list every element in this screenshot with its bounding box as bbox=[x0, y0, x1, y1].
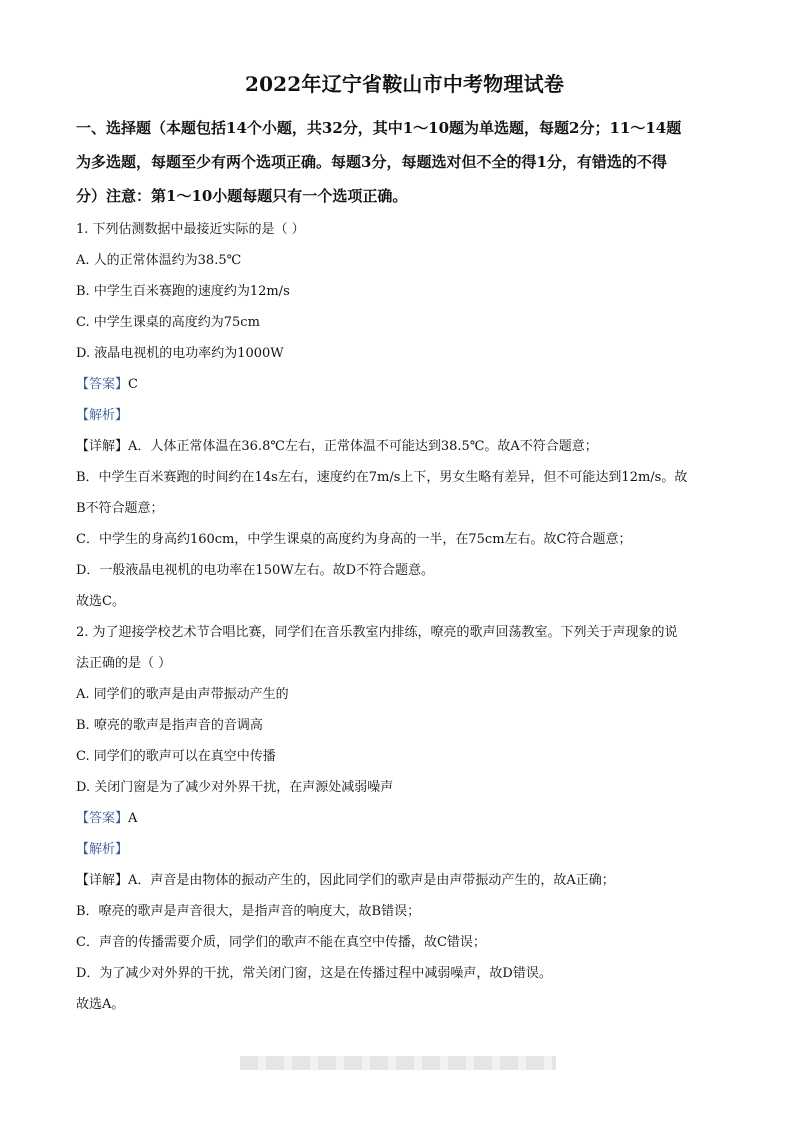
answer-line bbox=[76, 369, 733, 400]
option-c: C. 同学们的歌声可以在真空中传播 bbox=[76, 749, 276, 764]
detail-line: B．中学生百米赛跑的时间约在14s左右，速度约在7m/s上下，男女生略有差异，但不可能达到12m/s。故 bbox=[76, 470, 688, 485]
detail-line: D．为了减少对外界的干扰，常关闭门窗，这是在传播过程中减弱噪声，故D错误。 bbox=[76, 966, 552, 981]
option-d: D. 液晶电视机的电功率约为1000W bbox=[76, 346, 284, 361]
detail-line: C．中学生的身高约160cm，中学生课桌的高度约为身高的一半，在75cm左右。故C符合题意； bbox=[76, 532, 632, 547]
option-c: C. 中学生课桌的高度约为75cm bbox=[76, 315, 260, 330]
detail-line: C．声音的传播需要介质，同学们的歌声不能在真空中传播，故C错误； bbox=[76, 935, 486, 950]
analysis-line bbox=[76, 400, 733, 431]
section-heading-line: 分）注意：第1～10小题每题只有一个选项正确。 bbox=[76, 187, 408, 205]
option-a: A. 同学们的歌声是由声带振动产生的 bbox=[76, 687, 289, 702]
detail-line: 故选C。 bbox=[76, 594, 125, 609]
section-heading-line: 一、选择题（本题包括14个小题，共32分，其中1～10题为单选题，每题2分；11～14题 bbox=[76, 119, 682, 137]
question-stem: 1. 下列估测数据中最接近实际的是（ ） bbox=[76, 222, 305, 237]
answer-value: A bbox=[128, 811, 138, 826]
analysis-tag: 【解析】 bbox=[76, 408, 129, 423]
section-heading-line: 为多选题，每题至少有两个选项正确。每题3分，每题选对但不全的得1分，有错选的不得 bbox=[76, 153, 667, 171]
analysis-tag: 【解析】 bbox=[76, 842, 129, 857]
question-1 bbox=[76, 214, 733, 617]
question-2 bbox=[76, 617, 733, 1020]
question-stem: 2. 为了迎接学校艺术节合唱比赛，同学们在音乐教室内排练，嘹亮的歌声回荡教室。下列关于声现象的说 bbox=[76, 625, 678, 640]
answer-tag: 【答案】 bbox=[76, 377, 129, 392]
detail-line: 【详解】A．声音是由物体的振动产生的，因此同学们的歌声是由声带振动产生的，故A正确； bbox=[76, 873, 615, 888]
detail-line: B．嘹亮的歌声是声音很大，是指声音的响度大，故B错误； bbox=[76, 904, 421, 919]
detail-line: D．一般液晶电视机的电功率在150W左右。故D不符合题意。 bbox=[76, 563, 435, 578]
detail-line: B不符合题意； bbox=[76, 501, 164, 516]
detail-line: 【详解】A．人体正常体温在36.8℃左右，正常体温不可能达到38.5℃。故A不符合题意； bbox=[76, 439, 598, 454]
option-d: D. 关闭门窗是为了减少对外界干扰，在声源处减弱噪声 bbox=[76, 780, 394, 795]
question-stem: 法正确的是（ ） bbox=[76, 656, 172, 671]
answer-value: C bbox=[128, 377, 138, 392]
analysis-line bbox=[76, 834, 733, 865]
blurred-footer-watermark bbox=[240, 1056, 556, 1070]
detail-line: 故选A。 bbox=[76, 997, 125, 1012]
option-a: A. 人的正常体温约为38.5℃ bbox=[76, 253, 242, 268]
option-b: B. 中学生百米赛跑的速度约为12m/s bbox=[76, 284, 290, 299]
section-heading bbox=[76, 112, 733, 212]
option-b: B. 嘹亮的歌声是指声音的音调高 bbox=[76, 718, 263, 733]
page-title: 2022年辽宁省鞍山市中考物理试卷 bbox=[244, 72, 565, 96]
answer-line bbox=[76, 803, 733, 834]
answer-tag: 【答案】 bbox=[76, 811, 129, 826]
